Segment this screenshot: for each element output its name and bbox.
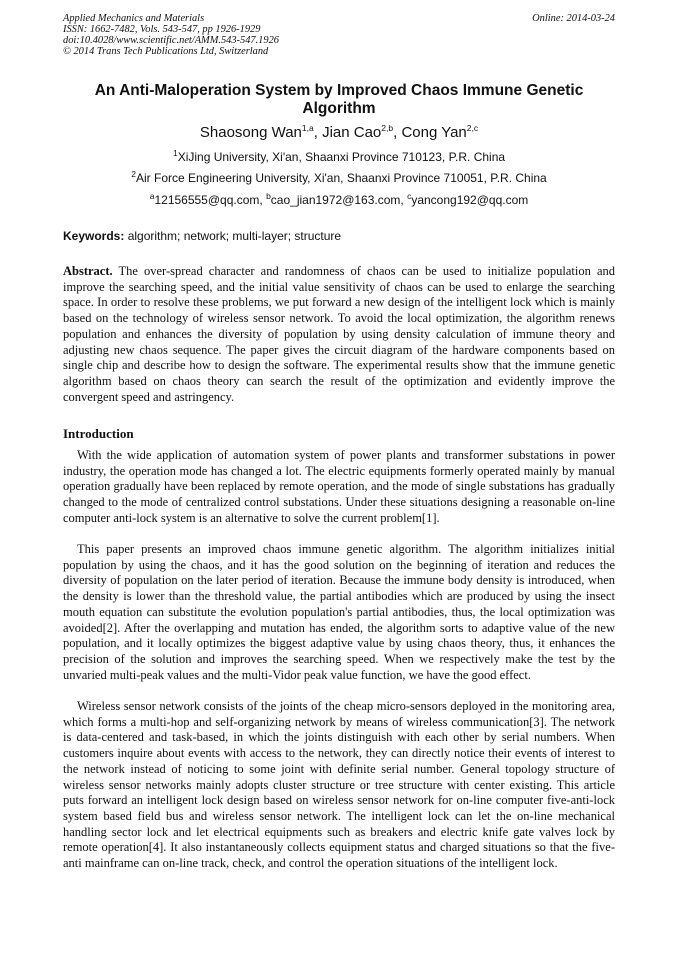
email-link: yancong192@qq.com [411, 193, 529, 207]
author-name: Shaosong Wan [199, 124, 302, 141]
journal-header [63, 13, 279, 57]
affiliation-1: $^1$XiJing University, Xi'an, Shaanxi Province 710123, P.R. China [172, 148, 506, 164]
author-superscript: 1,a [301, 123, 314, 133]
email-link: 12156555@qq.com, [154, 193, 267, 207]
author-superscript: 2,c [466, 123, 479, 133]
email-link: cao_jian1972@163.com, [270, 193, 408, 207]
abstract-text: The over-spread character and randomness of chaos can be used to initialize population and improve the searching speed, and the initial value sensitivity of chaos can be used to enlarge the searching space. In order to resolve these problems, we put forward a new design of the intelligent lock which is mainly based on the technology of wireless sensor network. To avoid the local optimization, the algorithm renews population and enhances the diversity of population by using density calculation of immune theory and adjusting new chaos sequence. The paper gives the circuit diagram of the hardware components based on single chip and describe how to design the software. The experimental results show that the immune genetic algorithm based on chaos theory can search the result of the optimization and evidently improve the convergent speed and astringency. [63, 264, 615, 404]
intro-paragraph-1: With the wide application of automation system of power plants and transformer substations in power industry, the operation mode has changed a lot. The electric equipments formerly operated mainly by manual operation gradually have been replaced by remote operation, and the mode of single substations has gradually changed to the mode of centralized control substations. Under these situations designing a reasonable on-line computer anti-lock system is an alternative to solve the current problem[1]. [63, 448, 615, 525]
author-name: Cong Yan [401, 124, 467, 141]
online-date: Online: 2014-03-24 [532, 13, 615, 24]
issn-line: ISSN: 1662-7482, Vols. 543-547, pp 1926-1929 [63, 24, 261, 35]
paper-title: An Anti-Maloperation System by Improved Chaos Immune Genetic Algorithm [94, 82, 584, 117]
keywords [63, 229, 615, 243]
doi-line: doi:10.4028/www.scientific.net/AMM.543-547.1926 [63, 35, 279, 46]
journal-name: Applied Mechanics and Materials [63, 13, 205, 24]
email-line: $^a$12156555@qq.com, $^b$cao_jian1972@163.com, $^c$yancong192@qq.com [149, 191, 529, 207]
abstract-label: Abstract. [63, 264, 113, 278]
intro-paragraph-3: Wireless sensor network consists of the joints of the cheap micro-sensors deployed in the monitoring area, which forms a multi-hop and self-organizing network by means of wireless communication[3]. The network is data-centered and task-based, in which the joints distinguish with each other by serial numbers. When customers inquire about events with access to the network, they can directly notice their events of interest to the network instead of noticing to some joint with definite serial number. General topology structure of wireless sensor networks mainly adopts cluster structure or tree structure with center existing. This article puts forward an intelligent lock design based on wireless sensor network for on-line computer five-anti-lock system based field bus and wireless sensor network. The intelligent lock can let the on-line mechanical handling sector lock and let electrical equipments such as breakers and electric knife gate valves lock by remote operation[4]. It also instantaneously collects equipment status and charged situations so that the five-anti mainframe can on-line track, check, and control the operation situations of the intelligent lock. [63, 699, 615, 871]
author-line: Shaosong Wan$^{1,a}$, Jian Cao$^{2,b}$, Cong Yan$^{2,c}$ [199, 123, 479, 141]
keywords-label: Keywords: [63, 229, 125, 243]
author-name: Jian Cao [322, 124, 382, 141]
keywords-text: algorithm; network; multi-layer; structure [124, 229, 342, 243]
affiliation-2: $^2$Air Force Engineering University, Xi'an, Shaanxi Province 710051, P.R. China [131, 169, 547, 185]
section-heading-introduction: Introduction [63, 426, 134, 441]
author-superscript: 2,b [381, 123, 394, 133]
intro-paragraph-2: This paper presents an improved chaos immune genetic algorithm. The algorithm initializes initial population by using the chaos, and it has the good solution on the beginning of iteration and reduces the diversity of population on the later period of iteration. Because the immune body density is introduced, when the density is lower than the threshold value, the partial antibodies which are produced by using the insect mouth equation can substitute the evolution population's partial antibodies, thus, the local optimization was avoided[2]. After the overlapping and mutation has ended, the algorithm sorts to adaptive value of the new population, and it locally optimizes the biggest adaptive value by using chaos theory, thus, it enhances the precision of the solution and improves the searching speed. When we respectively make the test by the unvaried multi-peak values and the multi-Vidor peak value function, we have the good effect. [63, 542, 615, 682]
abstract [63, 264, 615, 405]
copyright-line: © 2014 Trans Tech Publications Ltd, Switzerland [63, 46, 269, 57]
